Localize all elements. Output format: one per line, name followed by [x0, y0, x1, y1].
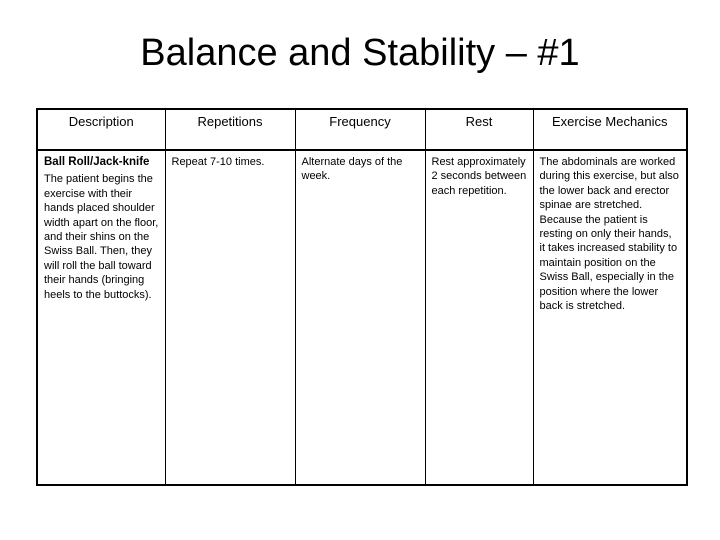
- slide-title: Balance and Stability – #1: [140, 32, 580, 74]
- table-row: [37, 150, 687, 485]
- cell-frequency: [295, 150, 425, 485]
- header-frequency: Frequency: [295, 109, 425, 150]
- exercise-description: The patient begins the exercise with their hands placed shoulder width apart on the floor, and their shins on the Swiss Ball. Then, they will roll the ball toward their hands (bringing heels to the buttocks).: [44, 173, 159, 301]
- header-exercise-mechanics: Exercise Mechanics: [533, 109, 687, 150]
- header-rest: Rest: [425, 109, 533, 150]
- header-repetitions: Repetitions: [165, 109, 295, 150]
- mechanics-text: The abdominals are worked during this exercise, but also the lower back and erector spinae are stretched. Because the patient is resting on only their hands, it takes increased stability to maintain position on the Swiss Ball, especially in the position where the lower back is stretched.: [539, 156, 679, 313]
- repetitions-text: Repeat 7-10 times.: [171, 156, 265, 168]
- header-description: Description: [37, 109, 165, 150]
- rest-text: Rest approximately 2 seconds between each repetition.: [431, 156, 527, 197]
- cell-exercise-mechanics: [533, 150, 687, 485]
- exercise-table: [36, 108, 688, 486]
- table-header-row: [37, 109, 687, 150]
- cell-rest: [425, 150, 533, 485]
- cell-description: [37, 150, 165, 485]
- exercise-name: Ball Roll/Jack-knife: [44, 156, 150, 168]
- frequency-text: Alternate days of the week.: [301, 156, 403, 183]
- cell-repetitions: [165, 150, 295, 485]
